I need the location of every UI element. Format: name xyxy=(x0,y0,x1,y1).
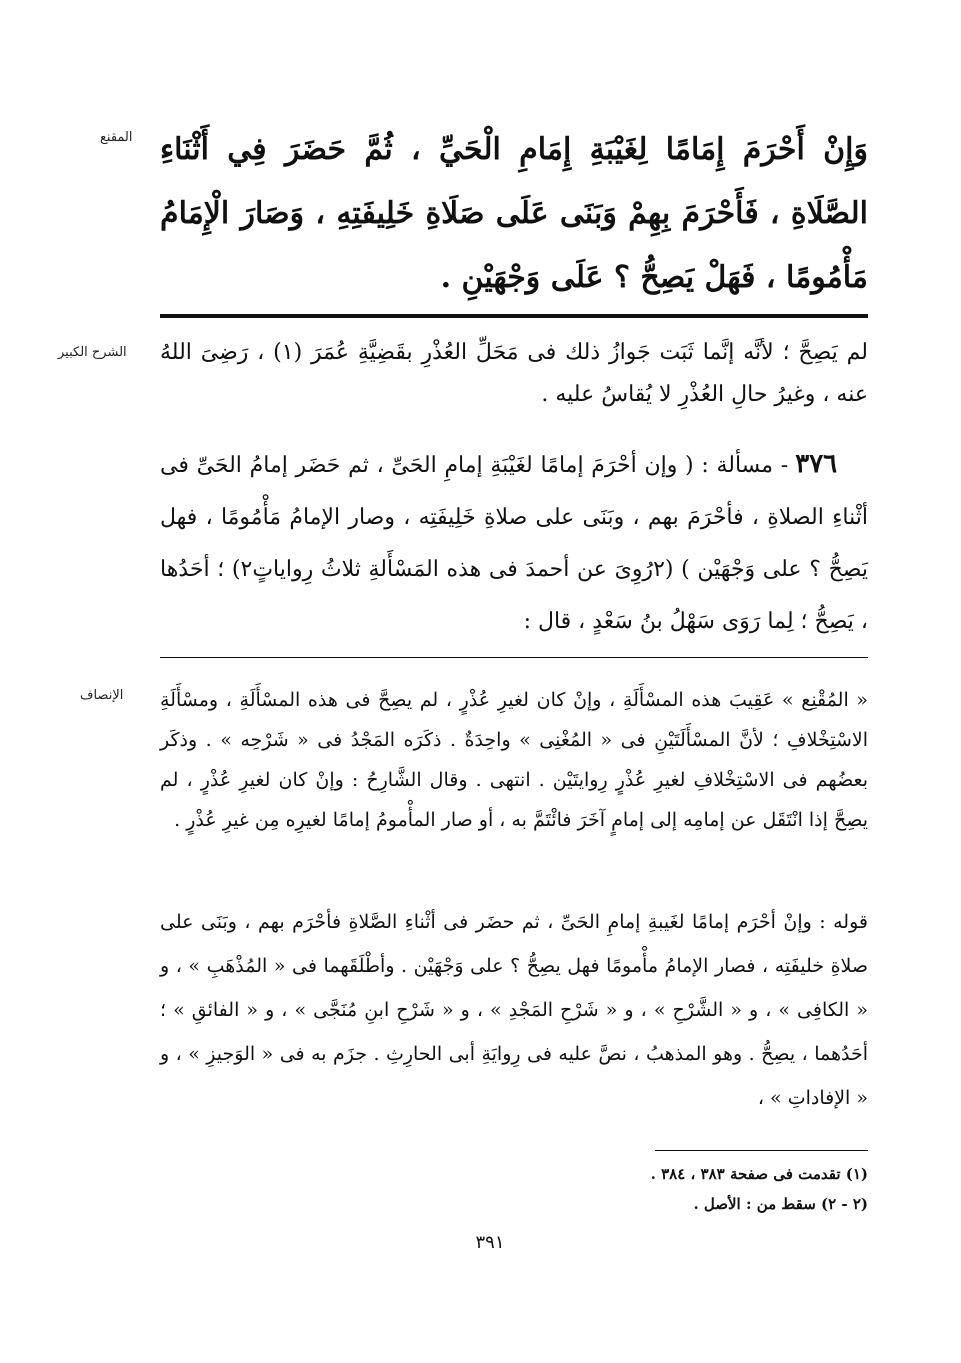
issue-number: ٣٧٦ xyxy=(795,449,838,479)
divider-thick xyxy=(160,314,868,318)
sharh-paragraph-2: ​ ٣٧٦ - مسألة : ( وإن أحْرَمَ إمامًا لغَيْبَةِ إمامِ الحَىِّ ، ثم حَضَر إمامُ الحَىِّ فى أثْناءِ الصلاةِ ، فأحْرَمَ بهم ، وبَنَى على صلاةِ خَلِيفَتِه ، وصار الإمامُ مَأْمُومًا ، فهل يَصِحُّ ؟ على وَجْهَيْن ) (٢رُوِىَ عن أحمدَ فى هذه المَسْأَلةِ ثلاثُ رِواياتٍ٢) ؛ أحَدُها ، يَصِحُّ ؛ لِما رَوَى سَهْلُ بنُ سَعْدٍ ، قال : xyxy=(160,449,868,634)
page-number: ٣٩١ xyxy=(475,1232,505,1253)
footnote-divider xyxy=(655,1150,868,1151)
label-insaf: الإنصاف xyxy=(80,688,124,703)
matn-text: وَإِنْ أَحْرَمَ إِمَامًا لِغَيْبَةِ إِمَامِ الْحَيِّ ، ثُمَّ حَضَرَ فِي أَثْنَاءِ الصَّلَاةِ ، فَأَحْرَمَ بِهِمْ وَبَنَى عَلَى صَلَاةِ خَلِيفَتِهِ ، وَصَارَ الْإِمَامُ مَأْمُومًا ، فَهَلْ يَصِحُّ ؟ عَلَى وَجْهَيْنِ . xyxy=(160,132,868,295)
divider-thin xyxy=(160,657,868,658)
sharh-paragraph-1: لم يَصِحَّ ؛ لأنَّه إنَّما ثَبَت جَوازُ ذلك فى مَحَلِّ العُذْرِ بقَضِيَّةِ عُمَرَ (١) ، رَضِىَ اللهُ عنه ، وغيرُ حالِ العُذْرِ لا يُقاسُ عليه . xyxy=(160,340,869,407)
insaf-paragraph-1: « المُقْنِع » عَقِيبَ هذه المسْأَلَةِ ، وإنْ كان لغيرِ عُذْرٍ ، لم يصِحَّ فى هذه المسْأَلَةِ ، ومسْأَلَةِ الاسْتِخْلافِ ؛ لأنَّ المسْأَلَتَيْنِ فى « المُغْنِى » واحِدَةٌ . ذكَرَه المَجْدُ فى « شَرْحِه » . وذكَر بعضُهم فى الاسْتِخْلافِ لغيرِ عُذْرٍ رِوايتَيْن . انتهى . وقال الشَّارِحُ : وإنْ كان لغيرِ عُذْرٍ ، لم يصِحَّ إذا انْتَقَل عن إمامِه إلى إمامٍ آخَرَ فائْتَمَّ به ، أو صار المأْمومُ إمامًا لغيرِه مِن غيرِ عُذْرٍ . xyxy=(160,689,868,831)
label-matn: المقنع xyxy=(100,130,133,145)
label-sharh: الشرح الكبير xyxy=(58,345,127,360)
footnote-2: (٢ - ٢) سقط من : الأصل . xyxy=(693,1195,868,1213)
sharh-issue-text: - مسألة : ( وإن أحْرَمَ إمامًا لغَيْبَةِ إمامِ الحَىِّ ، ثم حَضَر إمامُ الحَىِّ فى أثْناءِ الصلاةِ ، فأحْرَمَ بهم ، وبَنَى على صلاةِ خَلِيفَتِه ، وصار الإمامُ مَأْمُومًا ، فهل يَصِحُّ ؟ على وَجْهَيْن ) (٢رُوِىَ عن أحمدَ فى هذه المَسْأَلةِ ثلاثُ رِواياتٍ٢) ؛ أحَدُها ، يَصِحُّ ؛ لِما رَوَى سَهْلُ بنُ سَعْدٍ ، قال : xyxy=(160,453,868,634)
insaf-paragraph-2: قوله : وإنْ أحْرَم إمامًا لغَيبةِ إمامِ الحَىِّ ، ثم حضَر فى أثْناءِ الصَّلاةِ فأحْرَم بهم ، وبَنَى على صلاةِ خليفَتِه ، فصار الإمامُ مأْمومًا فهل يصِحُّ ؟ على وَجْهَيْن . وأطْلَقَهما فى « المُذْهَبِ » ، و « الكافِى » ، و « الشَّرْحِ » ، و « شَرْحِ المَجْدِ » ، و « شَرْحِ ابنِ مُنَجَّى » ، و « الفائقِ » ؛ أحَدُهما ، يصِحُّ . وهو المذهبُ ، نصَّ عليه فى رِوايَةِ أبى الحارِثِ . جزَم به فى « الوَجيزِ » ، و « الإفاداتِ » ، xyxy=(160,911,868,1109)
footnote-1: (١) تقدمت فى صفحة ٣٨٣ ، ٣٨٤ . xyxy=(650,1165,868,1183)
